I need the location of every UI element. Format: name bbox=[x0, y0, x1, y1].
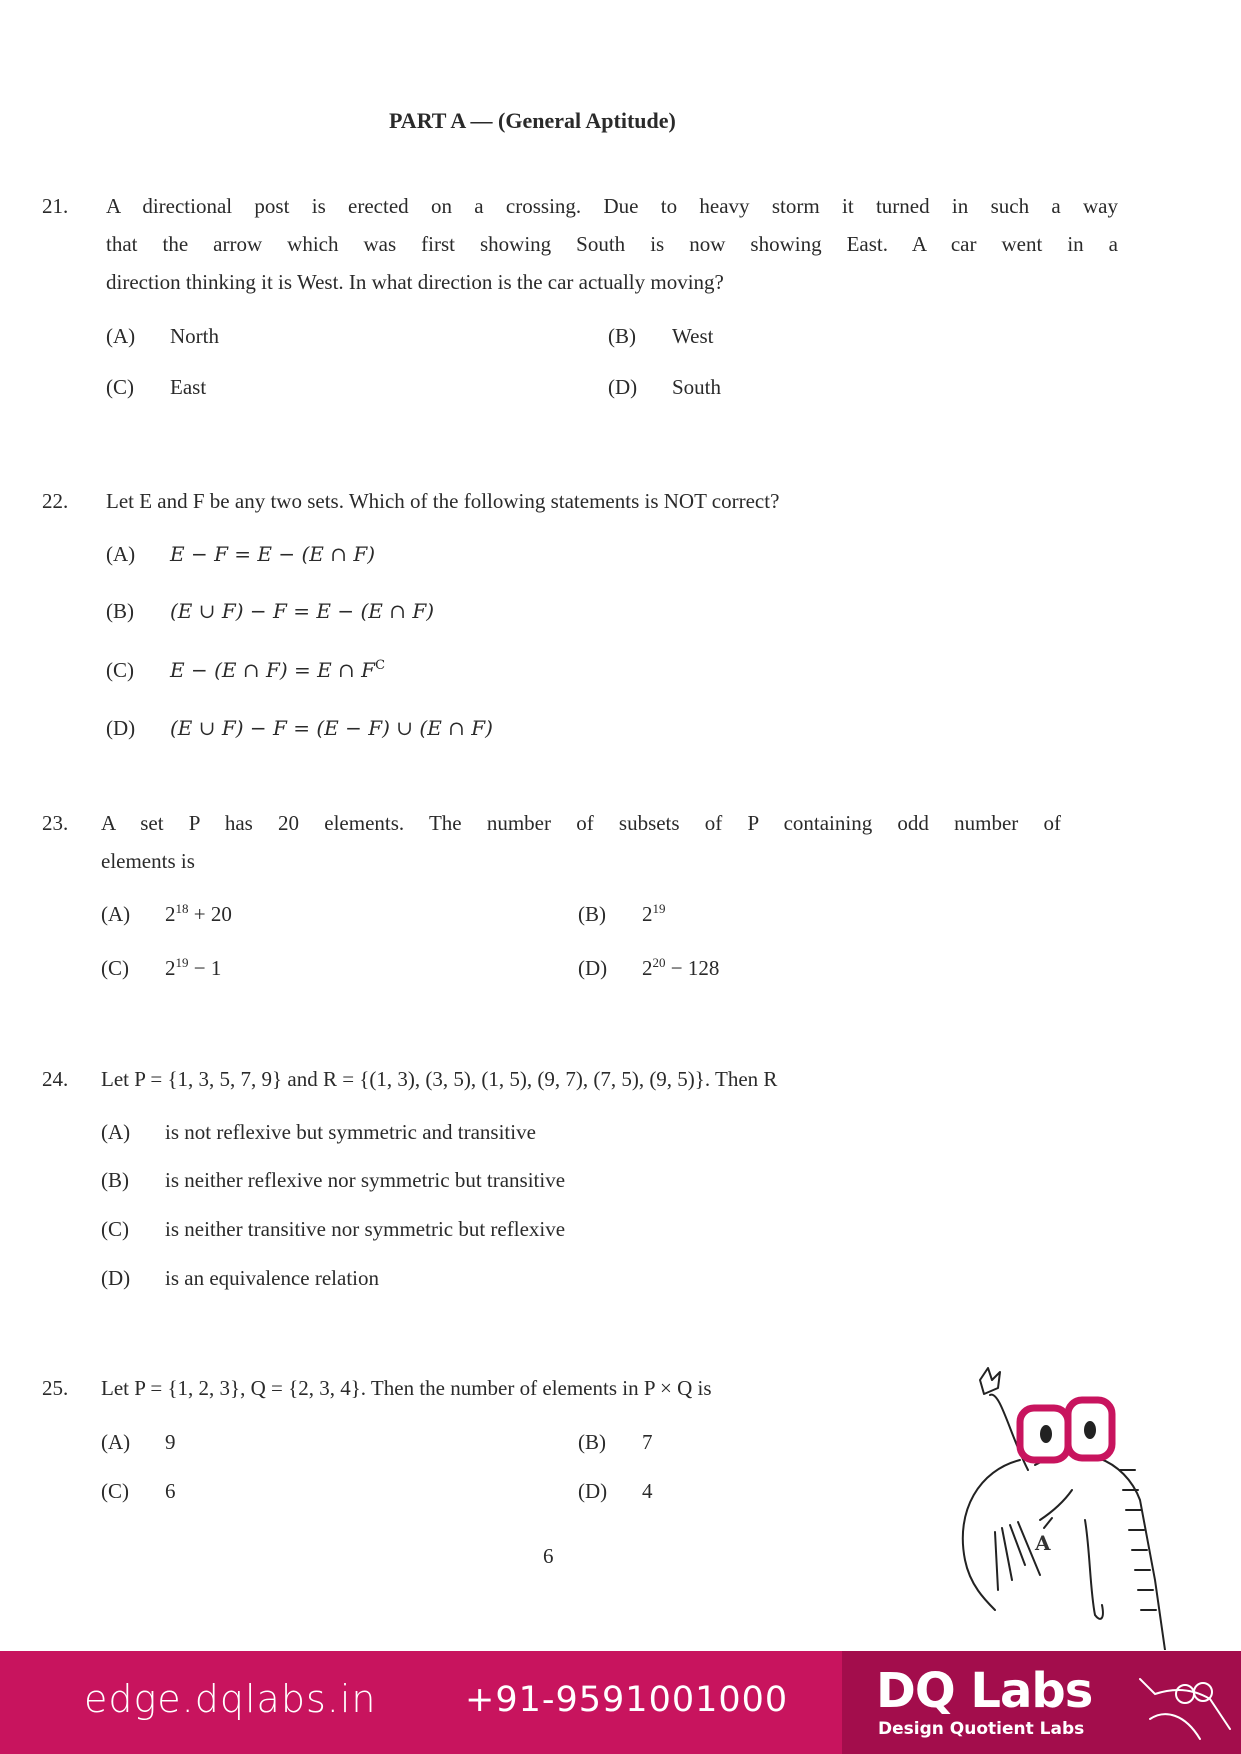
option-text: 7 bbox=[642, 1430, 653, 1454]
option-b[interactable] bbox=[608, 324, 713, 349]
question-text: Let P = {1, 2, 3}, Q = {2, 3, 4}. Then the number of elements in P × Q is bbox=[101, 1376, 712, 1400]
question-number: 25. bbox=[42, 1376, 69, 1400]
question-text bbox=[101, 804, 1061, 880]
option-label: (C) bbox=[101, 1217, 129, 1241]
question-line: that the arrow which was first showing South is now showing East. A car went in a bbox=[106, 232, 1118, 256]
option-text: is an equivalence relation bbox=[165, 1266, 379, 1290]
option-c[interactable] bbox=[101, 1217, 565, 1242]
option-text: E − (E ∩ F) = E ∩ F bbox=[170, 658, 376, 682]
option-text: is neither transitive nor symmetric but reflexive bbox=[165, 1217, 566, 1241]
option-exponent: 20 bbox=[652, 955, 666, 970]
question-text: Let E and F be any two sets. Which of the following statements is NOT correct? bbox=[106, 489, 780, 513]
brand-logo-text: DQ Labs bbox=[876, 1663, 1093, 1719]
option-text: South bbox=[672, 375, 722, 399]
option-rest: − 1 bbox=[188, 956, 222, 980]
question-line: elements is bbox=[101, 849, 195, 873]
option-a[interactable] bbox=[101, 1430, 176, 1455]
option-c[interactable] bbox=[101, 1479, 176, 1504]
option-label: (A) bbox=[106, 542, 136, 566]
option-base: 2 bbox=[642, 956, 653, 980]
option-d[interactable] bbox=[578, 1479, 653, 1504]
mascot-letter: A bbox=[1035, 1531, 1051, 1555]
option-label: (C) bbox=[101, 956, 129, 980]
option-c[interactable] bbox=[106, 658, 385, 683]
option-rest: − 128 bbox=[665, 956, 720, 980]
option-superscript: C bbox=[375, 658, 386, 673]
option-label: (A) bbox=[101, 902, 131, 926]
option-b[interactable] bbox=[578, 1430, 653, 1455]
page-number: 6 bbox=[543, 1544, 554, 1568]
section-heading: PART A — (General Aptitude) bbox=[389, 108, 676, 133]
option-d[interactable] bbox=[101, 1266, 379, 1291]
mascot-mini-icon bbox=[1130, 1659, 1235, 1751]
option-d[interactable] bbox=[106, 716, 493, 741]
option-label: (D) bbox=[608, 375, 638, 399]
question-number: 23. bbox=[42, 811, 69, 835]
option-label: (B) bbox=[578, 902, 606, 926]
option-a[interactable] bbox=[101, 1120, 536, 1145]
option-c[interactable] bbox=[101, 955, 221, 981]
option-exponent: 19 bbox=[652, 901, 666, 916]
option-d[interactable] bbox=[608, 375, 721, 400]
option-label: (C) bbox=[106, 658, 134, 682]
option-label: (D) bbox=[101, 1266, 131, 1290]
option-d[interactable] bbox=[578, 955, 719, 981]
option-label: (B) bbox=[578, 1430, 606, 1454]
option-label: (D) bbox=[106, 716, 136, 740]
option-label: (A) bbox=[101, 1430, 131, 1454]
option-text: 4 bbox=[642, 1479, 653, 1503]
question-line: A set P has 20 elements. The number of subsets of P containing odd number of bbox=[101, 811, 1061, 835]
question-line: direction thinking it is West. In what direction is the car actually moving? bbox=[106, 270, 724, 294]
option-text: E − F = E − (E ∩ F) bbox=[170, 542, 376, 566]
mascot-illustration bbox=[940, 1350, 1230, 1650]
question-number: 22. bbox=[42, 489, 69, 513]
option-base: 2 bbox=[642, 902, 653, 926]
question-number: 21. bbox=[42, 194, 69, 218]
option-text: is neither reflexive nor symmetric but transitive bbox=[165, 1168, 566, 1192]
option-a[interactable] bbox=[106, 542, 375, 567]
option-text: 6 bbox=[165, 1479, 176, 1503]
option-label: (A) bbox=[106, 324, 136, 348]
option-base: 2 bbox=[165, 956, 176, 980]
option-c[interactable] bbox=[106, 375, 206, 400]
option-label: (B) bbox=[101, 1168, 129, 1192]
brand-tagline: Design Quotient Labs bbox=[878, 1719, 1085, 1739]
option-a[interactable] bbox=[106, 324, 219, 349]
option-base: 2 bbox=[165, 902, 176, 926]
option-label: (B) bbox=[608, 324, 636, 348]
question-text bbox=[106, 187, 1118, 301]
option-a[interactable] bbox=[101, 901, 232, 927]
option-text: West bbox=[672, 324, 714, 348]
option-b[interactable] bbox=[106, 599, 434, 624]
option-text: (E ∪ F) − F = (E − F) ∪ (E ∩ F) bbox=[170, 716, 493, 740]
option-label: (C) bbox=[101, 1479, 129, 1503]
option-b[interactable] bbox=[101, 1168, 565, 1193]
option-text: (E ∪ F) − F = E − (E ∩ F) bbox=[170, 599, 435, 623]
option-exponent: 19 bbox=[175, 955, 189, 970]
option-label: (D) bbox=[578, 956, 608, 980]
website-link[interactable]: edge.dqlabs.in bbox=[84, 1677, 377, 1721]
option-rest: + 20 bbox=[188, 902, 232, 926]
option-text: 9 bbox=[165, 1430, 176, 1454]
option-label: (C) bbox=[106, 375, 134, 399]
option-text: North bbox=[170, 324, 219, 348]
phone-number[interactable]: +91-9591001000 bbox=[465, 1680, 789, 1720]
question-text: Let P = {1, 3, 5, 7, 9} and R = {(1, 3), (3, 5), (1, 5), (9, 7), (7, 5), (9, 5)}. Then R bbox=[101, 1067, 778, 1091]
option-b[interactable] bbox=[578, 901, 666, 927]
option-label: (B) bbox=[106, 599, 134, 623]
footer-banner bbox=[0, 1651, 1241, 1754]
option-label: (D) bbox=[578, 1479, 608, 1503]
option-label: (A) bbox=[101, 1120, 131, 1144]
option-exponent: 18 bbox=[175, 901, 189, 916]
option-text: East bbox=[170, 375, 207, 399]
option-text: is not reflexive but symmetric and transitive bbox=[165, 1120, 536, 1144]
question-number: 24. bbox=[42, 1067, 69, 1091]
question-line: A directional post is erected on a crossing. Due to heavy storm it turned in such a way bbox=[106, 194, 1118, 218]
